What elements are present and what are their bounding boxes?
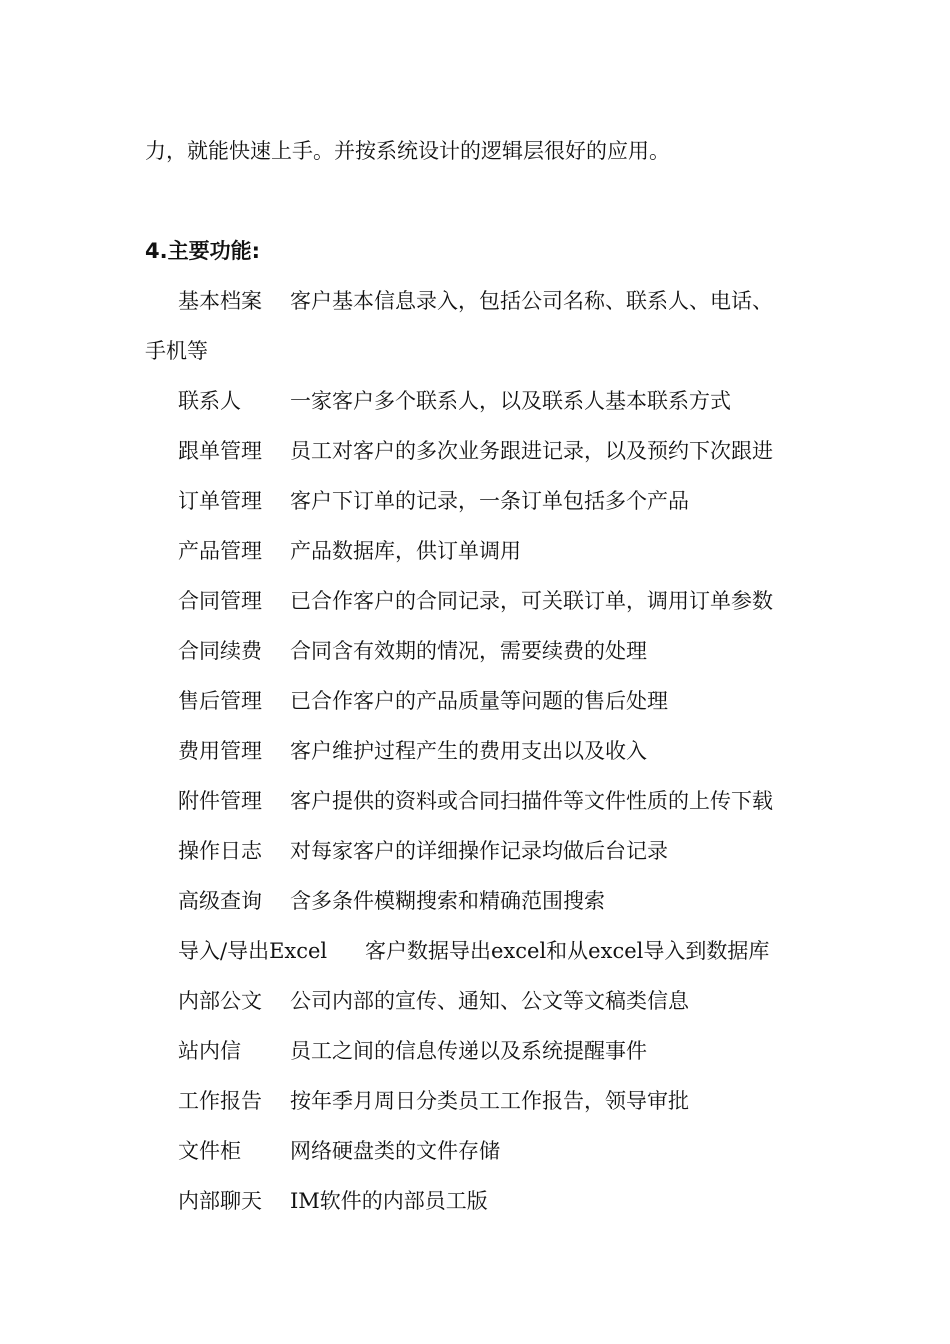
feature-name: 合同管理 [178,589,262,613]
feature-desc: IM软件的内部员工版 [290,1189,488,1213]
feature-item [0,1076,950,1126]
feature-desc: 客户下订单的记录，一条订单包括多个产品 [290,489,689,513]
feature-item [0,576,950,626]
feature-item [0,926,950,976]
feature-item [0,726,950,776]
feature-name: 内部聊天 [178,1189,262,1213]
intro-paragraph-tail: 力，就能快速上手。并按系统设计的逻辑层很好的应用。 [145,139,670,163]
feature-item [0,376,950,426]
feature-name: 站内信 [178,1039,241,1063]
feature-item [0,1026,950,1076]
feature-desc: 公司内部的宣传、通知、公文等文稿类信息 [290,989,689,1013]
feature-desc: 客户维护过程产生的费用支出以及收入 [290,739,647,763]
feature-item [0,626,950,676]
feature-desc: 按年季月周日分类员工工作报告，领导审批 [290,1089,689,1113]
feature-desc: 员工之间的信息传递以及系统提醒事件 [290,1039,647,1063]
feature-name: 跟单管理 [178,439,262,463]
feature-item [0,676,950,726]
feature-item [0,526,950,576]
feature-desc: 合同含有效期的情况，需要续费的处理 [290,639,647,663]
feature-name: 订单管理 [178,489,262,513]
feature-desc-continued: 手机等 [145,339,208,363]
feature-desc: 网络硬盘类的文件存储 [290,1139,500,1163]
feature-item [0,976,950,1026]
feature-item [0,776,950,826]
feature-item [0,476,950,526]
feature-name: 内部公文 [178,989,262,1013]
feature-name: 联系人 [178,389,241,413]
feature-item [0,426,950,476]
feature-name: 操作日志 [178,839,262,863]
feature-desc: 对每家客户的详细操作记录均做后台记录 [290,839,668,863]
feature-item [0,876,950,926]
feature-name: 附件管理 [178,789,262,813]
feature-name: 售后管理 [178,689,262,713]
feature-name: 产品管理 [178,539,262,563]
feature-desc: 已合作客户的合同记录，可关联订单，调用订单参数 [290,589,773,613]
feature-name: 导入/导出Excel [178,939,328,963]
feature-item [0,276,950,376]
feature-desc: 客户数据导出excel和从excel导入到数据库 [365,939,770,963]
feature-desc: 一家客户多个联系人，以及联系人基本联系方式 [290,389,731,413]
feature-desc: 已合作客户的产品质量等问题的售后处理 [290,689,668,713]
feature-name: 工作报告 [178,1089,262,1113]
feature-name: 合同续费 [178,639,262,663]
feature-item [0,826,950,876]
feature-name: 基本档案 [178,289,262,313]
feature-name: 文件柜 [178,1139,241,1163]
feature-desc: 客户提供的资料或合同扫描件等文件性质的上传下载 [290,789,773,813]
feature-desc: 员工对客户的多次业务跟进记录，以及预约下次跟进 [290,439,773,463]
feature-item [0,1176,950,1226]
feature-desc: 含多条件模糊搜索和精确范围搜索 [290,889,605,913]
feature-item [0,1126,950,1176]
feature-name: 高级查询 [178,889,262,913]
section-heading: 4.主要功能: [145,239,260,263]
feature-list [0,276,950,1226]
feature-name: 费用管理 [178,739,262,763]
feature-desc: 客户基本信息录入，包括公司名称、联系人、电话、 [290,289,773,313]
feature-desc: 产品数据库，供订单调用 [290,539,521,563]
